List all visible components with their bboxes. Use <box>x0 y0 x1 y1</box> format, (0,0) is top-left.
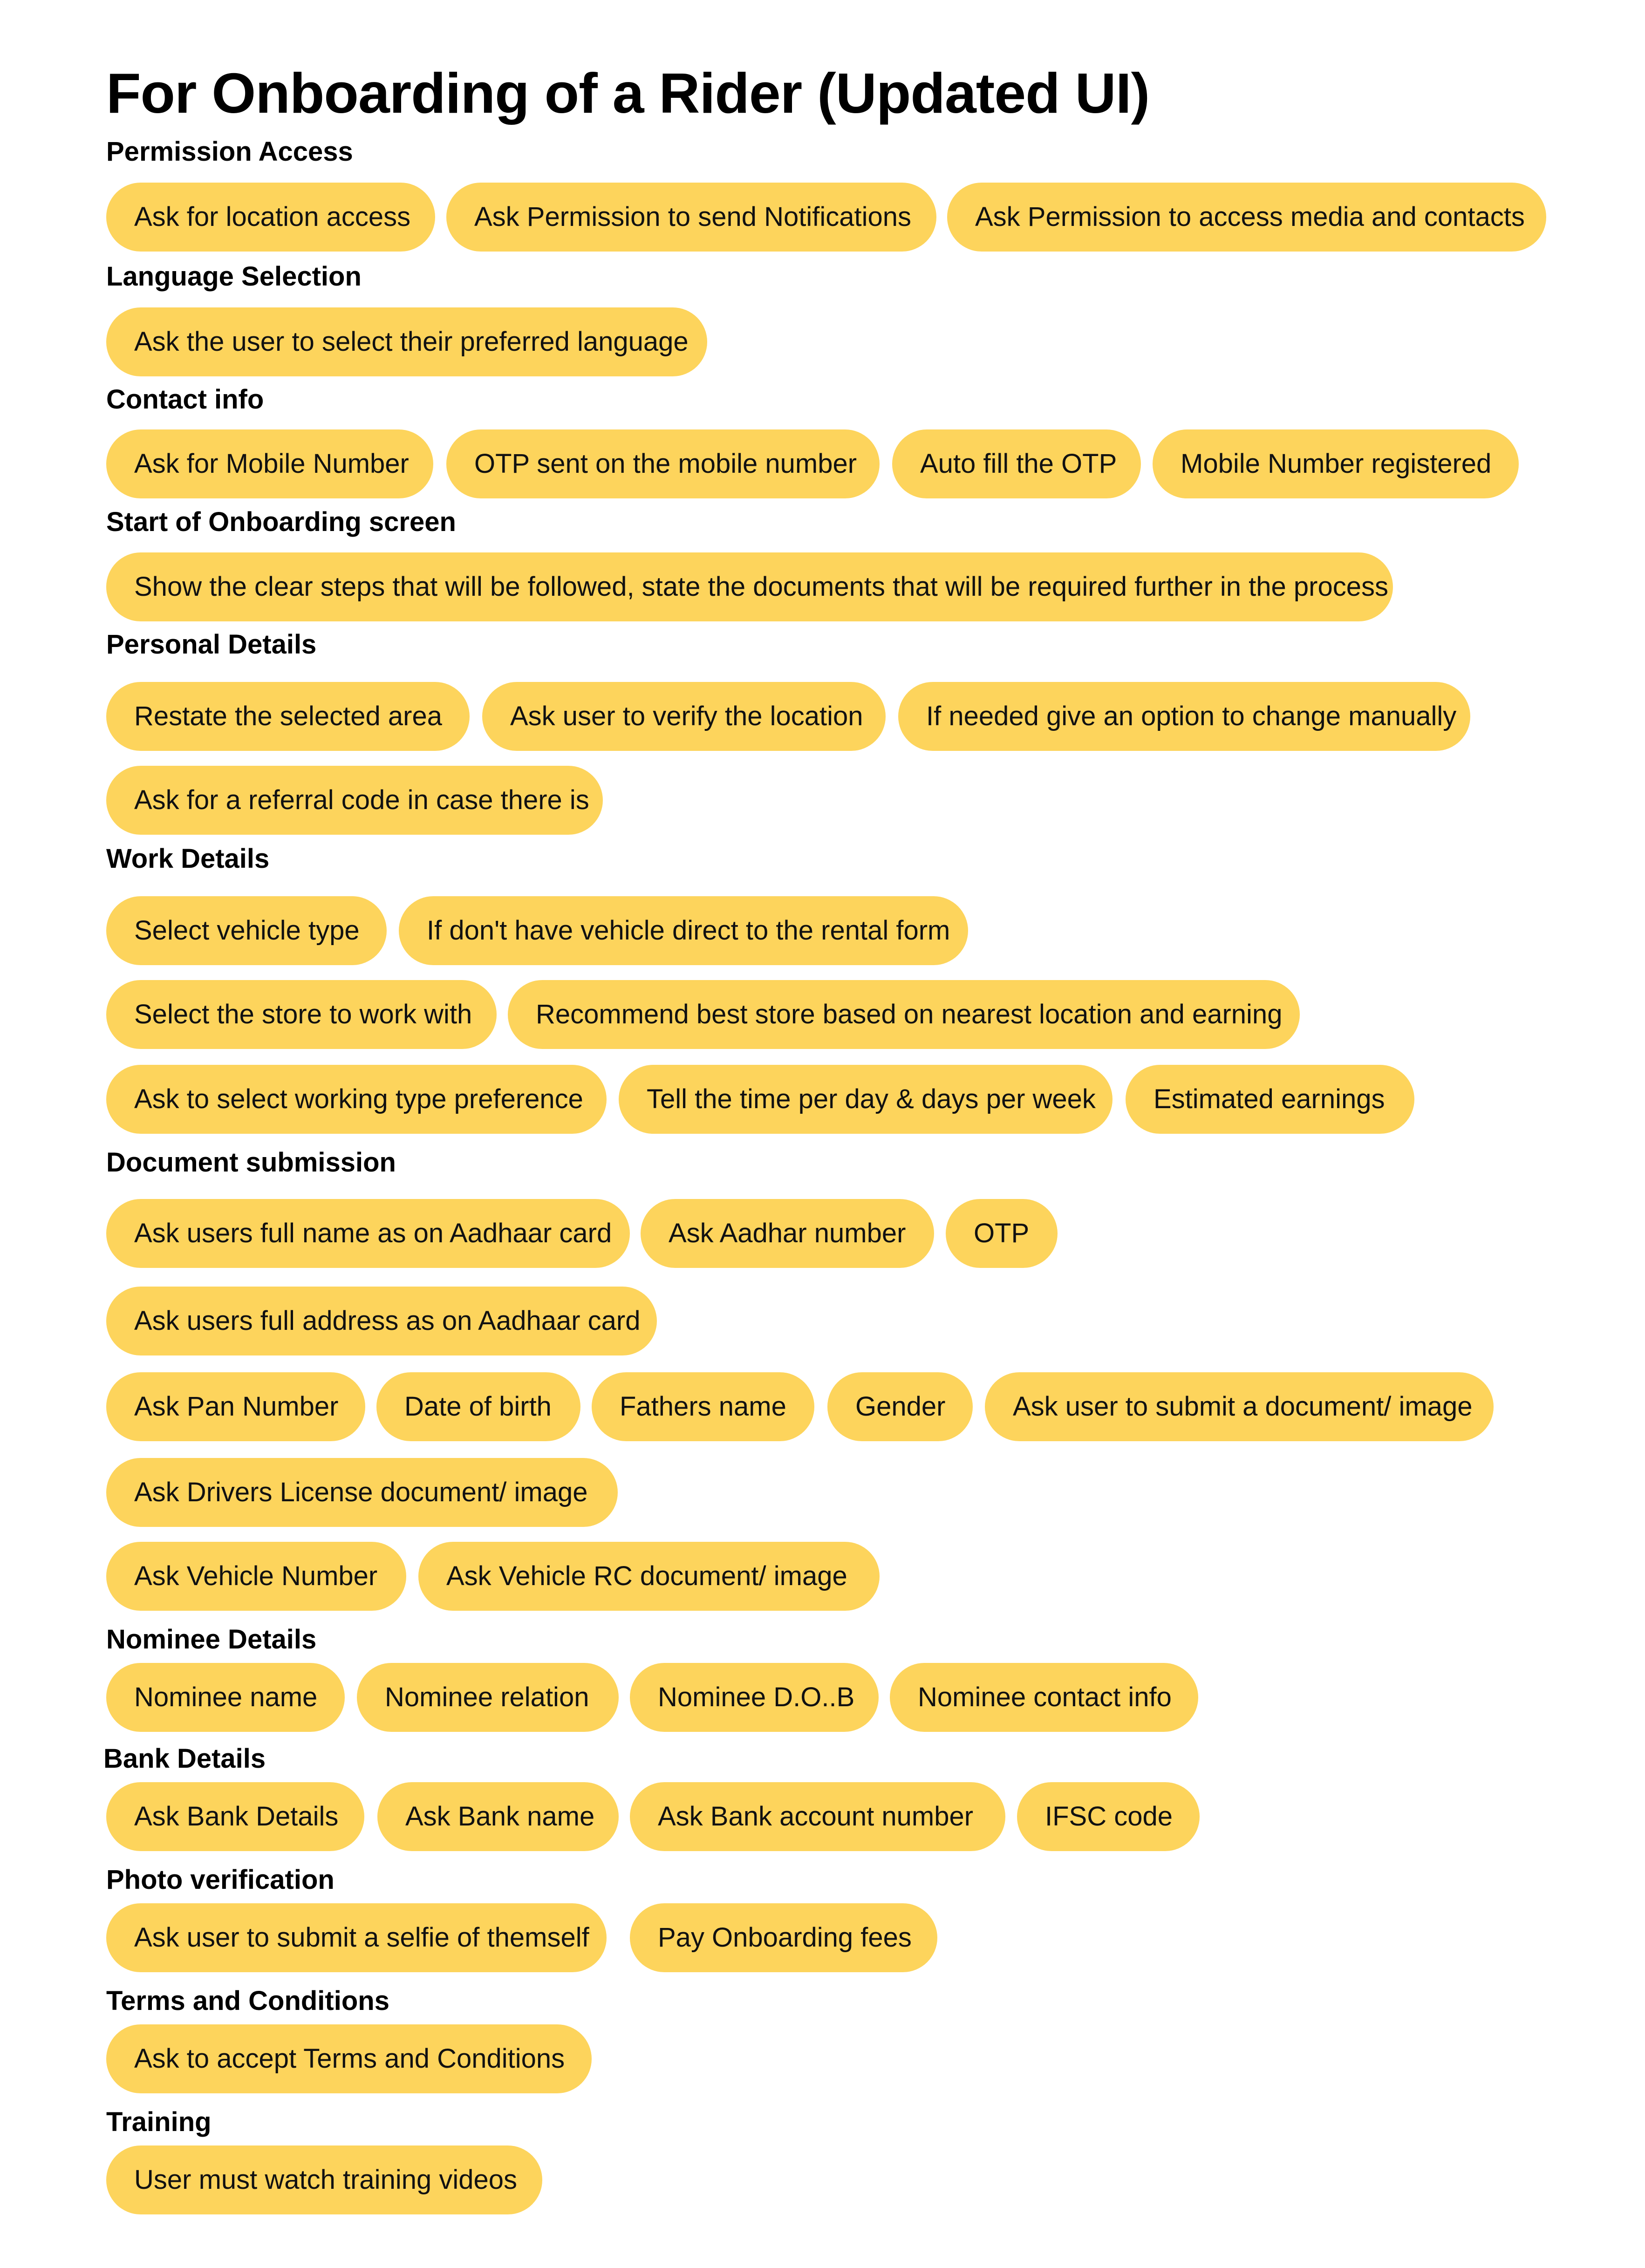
step-pill-auto-fill-the-otp[interactable]: Auto fill the OTP <box>892 429 1141 498</box>
step-pill-ask-user-to-submit-a-selfie-of-themself[interactable]: Ask user to submit a selfie of themself <box>106 1903 607 1972</box>
step-pill-if-needed-give-an-option-to-change-manually[interactable]: If needed give an option to change manually <box>898 682 1470 751</box>
step-pill-estimated-earnings[interactable]: Estimated earnings <box>1126 1065 1414 1134</box>
step-pill-tell-the-time-per-day-days-per-week[interactable]: Tell the time per day & days per week <box>619 1065 1113 1134</box>
section-heading-nominee-details: Nominee Details <box>106 1624 317 1655</box>
step-pill-nominee-contact-info[interactable]: Nominee contact info <box>890 1663 1198 1732</box>
step-pill-ask-user-to-submit-a-document-image[interactable]: Ask user to submit a document/ image <box>985 1372 1494 1441</box>
step-pill-ifsc-code[interactable]: IFSC code <box>1017 1782 1200 1851</box>
step-pill-select-the-store-to-work-with[interactable]: Select the store to work with <box>106 980 497 1049</box>
step-pill-ask-vehicle-number[interactable]: Ask Vehicle Number <box>106 1542 406 1611</box>
step-pill-select-vehicle-type[interactable]: Select vehicle type <box>106 896 387 965</box>
step-pill-ask-to-accept-terms-and-conditions[interactable]: Ask to accept Terms and Conditions <box>106 2024 592 2093</box>
step-pill-ask-for-location-access[interactable]: Ask for location access <box>106 183 435 252</box>
step-pill-ask-for-mobile-number[interactable]: Ask for Mobile Number <box>106 429 433 498</box>
page-title: For Onboarding of a Rider (Updated UI) <box>106 61 1150 125</box>
step-pill-fathers-name[interactable]: Fathers name <box>592 1372 814 1441</box>
step-pill-mobile-number-registered[interactable]: Mobile Number registered <box>1153 429 1519 498</box>
step-pill-nominee-name[interactable]: Nominee name <box>106 1663 345 1732</box>
step-pill-date-of-birth[interactable]: Date of birth <box>376 1372 580 1441</box>
step-pill-ask-to-select-working-type-preference[interactable]: Ask to select working type preference <box>106 1065 607 1134</box>
step-pill-pay-onboarding-fees[interactable]: Pay Onboarding fees <box>630 1903 937 1972</box>
step-pill-ask-bank-account-number[interactable]: Ask Bank account number <box>630 1782 1005 1851</box>
section-heading-terms-and-conditions: Terms and Conditions <box>106 1986 389 2016</box>
step-pill-ask-for-a-referral-code-in-case-there-is[interactable]: Ask for a referral code in case there is <box>106 766 603 835</box>
section-heading-training: Training <box>106 2107 212 2137</box>
step-pill-ask-aadhar-number[interactable]: Ask Aadhar number <box>641 1199 934 1268</box>
step-pill-ask-bank-details[interactable]: Ask Bank Details <box>106 1782 364 1851</box>
section-heading-start-of-onboarding-screen: Start of Onboarding screen <box>106 507 456 537</box>
step-pill-ask-pan-number[interactable]: Ask Pan Number <box>106 1372 365 1441</box>
step-pill-otp-sent-on-the-mobile-number[interactable]: OTP sent on the mobile number <box>446 429 880 498</box>
step-pill-ask-bank-name[interactable]: Ask Bank name <box>377 1782 619 1851</box>
section-heading-permission-access: Permission Access <box>106 136 353 167</box>
step-pill-ask-users-full-name-as-on-aadhaar-card[interactable]: Ask users full name as on Aadhaar card <box>106 1199 630 1268</box>
section-heading-work-details: Work Details <box>106 844 270 874</box>
step-pill-nominee-relation[interactable]: Nominee relation <box>357 1663 619 1732</box>
step-pill-restate-the-selected-area[interactable]: Restate the selected area <box>106 682 470 751</box>
step-pill-ask-drivers-license-document-image[interactable]: Ask Drivers License document/ image <box>106 1458 618 1527</box>
section-heading-photo-verification: Photo verification <box>106 1865 334 1895</box>
section-heading-contact-info: Contact info <box>106 384 264 415</box>
step-pill-user-must-watch-training-videos[interactable]: User must watch training videos <box>106 2145 542 2214</box>
step-pill-recommend-best-store-based-on-nearest-location-and-earning[interactable]: Recommend best store based on nearest location and earning <box>508 980 1300 1049</box>
step-pill-gender[interactable]: Gender <box>827 1372 973 1441</box>
step-pill-ask-users-full-address-as-on-aadhaar-card[interactable]: Ask users full address as on Aadhaar card <box>106 1287 657 1355</box>
step-pill-show-the-clear-steps-that-will-be-followed-state-the-documents-that-will-be-required-further-in-the-process[interactable]: Show the clear steps that will be followed, state the documents that will be required further in the process <box>106 552 1393 621</box>
step-pill-if-don-t-have-vehicle-direct-to-the-rental-form[interactable]: If don't have vehicle direct to the rental form <box>399 896 968 965</box>
step-pill-ask-the-user-to-select-their-preferred-language[interactable]: Ask the user to select their preferred language <box>106 307 707 376</box>
step-pill-ask-permission-to-send-notifications[interactable]: Ask Permission to send Notifications <box>446 183 936 252</box>
step-pill-otp[interactable]: OTP <box>946 1199 1058 1268</box>
step-pill-ask-user-to-verify-the-location[interactable]: Ask user to verify the location <box>482 682 886 751</box>
step-pill-nominee-d-o-b[interactable]: Nominee D.O..B <box>630 1663 879 1732</box>
step-pill-ask-permission-to-access-media-and-contacts[interactable]: Ask Permission to access media and contacts <box>947 183 1546 252</box>
section-heading-document-submission: Document submission <box>106 1147 396 1178</box>
step-pill-ask-vehicle-rc-document-image[interactable]: Ask Vehicle RC document/ image <box>418 1542 880 1611</box>
section-heading-personal-details: Personal Details <box>106 629 317 660</box>
section-heading-language-selection: Language Selection <box>106 261 362 292</box>
section-heading-bank-details: Bank Details <box>103 1744 266 1774</box>
